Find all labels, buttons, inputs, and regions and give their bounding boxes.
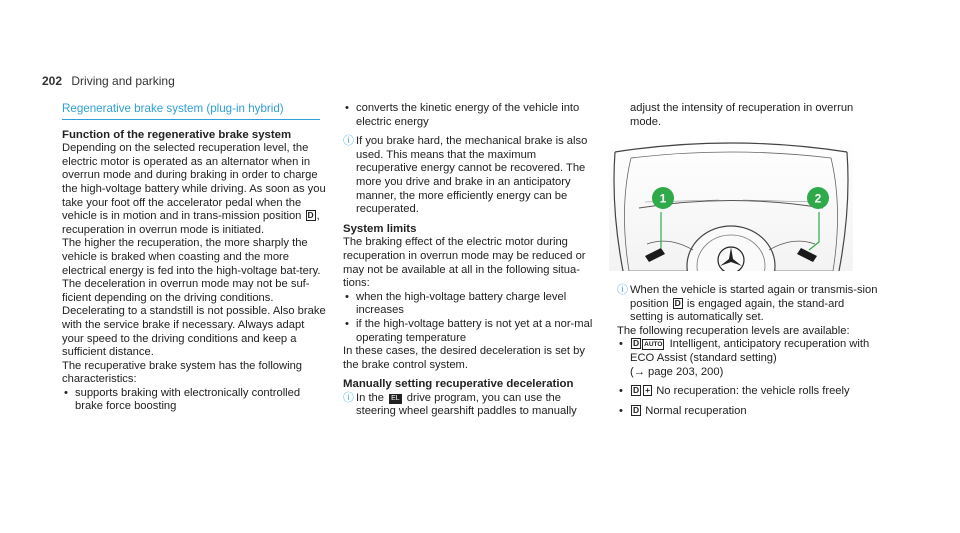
steering-wheel-svg [609,138,853,271]
column-3-lower [617,284,879,418]
info-icon: ⓘ [617,284,628,296]
paragraph-continued: adjust the intensity of recuperation in overrun mode. [630,102,854,128]
note-manual: ⓘ In the EL drive program, you can use the steering wheel gearshift paddles to manually [343,391,577,418]
characteristics-list [62,387,326,414]
recuperation-levels-list [617,338,879,418]
info-icon: ⓘ [343,391,354,404]
list-item: • supports braking with electronically controlled brake force boosting [62,387,326,414]
column-2 [343,102,599,419]
page-header-title: Driving and parking [71,74,175,88]
level-item-auto: • D AUTO Intelligent, anticipatory recuperation with ECO Assist (standard setting) (→ page 203, 200) [617,338,879,379]
note-hard-braking: ⓘ If you brake hard, the mechanical brake is also used. This means that the maximum recuperative energy cannot be recovered. The more you drive and brake in an anticipatory manner, the more efficiently energy can be recuperated. [343,135,588,216]
gear-d-symbol: D [633,404,640,415]
subheading-function: Function of the regenerative brake system [62,128,292,141]
gear-d-symbol: D [633,338,640,349]
level-item-none: • D + No recuperation: the vehicle rolls freely [617,385,879,399]
list-item: • converts the kinetic energy of the vehicle into electric energy [343,102,599,129]
callout-2-label: 2 [814,191,822,206]
limits-intro: The braking effect of the electric motor during recuperation in overrun mode may be reduced or may not be available at all in the following situa-tions: [343,236,586,290]
gear-d-symbol: D [633,385,640,396]
plus-symbol: + [645,385,651,396]
limits-after: In these cases, the desired deceleration is set by the brake control system. [343,345,585,371]
gear-d-symbol: D [674,297,681,308]
column-1 [62,102,326,414]
gear-d-symbol: D [307,210,314,221]
subheading-manual: Manually setting recuperative deceleration [343,378,574,391]
auto-symbol: AUTO [644,341,663,349]
column-3 [617,102,879,129]
note-restart: ⓘ When the vehicle is started again or transmis-sion position D is engaged again, the stand-ard setting is automatically set. [617,284,878,324]
page-number: 202 [42,74,63,88]
characteristics-list-cont [343,102,599,129]
level-item-normal: • D Normal recuperation [617,405,879,419]
list-item: • when the high-voltage battery charge level increases [343,291,599,318]
paragraph-1: Depending on the selected recuperation level, the electric motor is operated as an alternator when in overrun mode and during braking in order to charge the high-voltage battery while driving. As soon as you take your foot off the accelerator pedal when the vehicle is in motion and in trans-mission position D , recuperation in overrun mode is initiated. [62,142,326,236]
levels-intro: The following recuperation levels are available: [617,324,850,337]
paragraph-4: The recuperative brake system has the following characteristics: [62,359,303,386]
page-header [42,74,175,88]
el-drive-symbol: EL [391,394,400,402]
page-reference: (→ page 203, 200) [630,365,724,378]
paragraph-3: The deceleration in overrun mode may not be suf-ficient depending on the driving conditions. Decelerating to a standstill is not possible. Also brake with the service brake if necessary. Always adapt your speed to the driving conditions and keep a sufficient distance. [62,278,326,359]
callout-1-label: 1 [659,191,667,206]
subheading-system-limits: System limits [343,222,417,235]
info-icon: ⓘ [343,135,354,148]
steering-wheel-illustration [609,138,853,271]
limits-list [343,291,599,345]
paragraph-2: The higher the recuperation, the more sharply the vehicle is braked when coasting and the more electrical energy is fed into the high-voltage bat-tery. [62,237,321,277]
list-item: • if the high-voltage battery is not yet at a nor-mal operating temperature [343,318,599,345]
section-title: Regenerative brake system (plug-in hybrid) [62,102,320,120]
